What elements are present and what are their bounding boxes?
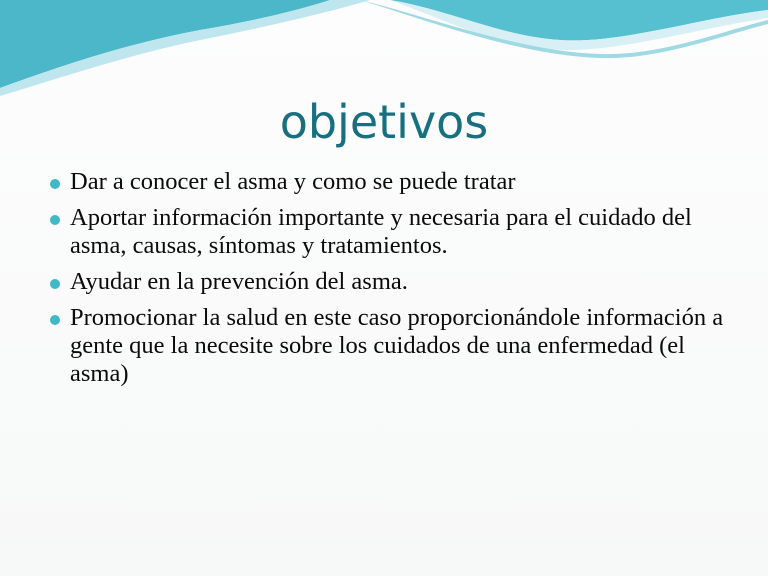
bullet-text: Promocionar la salud en este caso proporcionándole información a gente que la necesite sobre los cuidados de una enfermedad (el asma) [70, 304, 724, 387]
slide-title: objetivos [279, 95, 489, 149]
bullet-text: Aportar información importante y necesaria para el cuidado del asma, causas, síntomas y tratamientos. [70, 204, 692, 259]
circle-bullet-icon [50, 279, 60, 289]
bullet-list [46, 168, 736, 396]
header-wave-decoration [0, 0, 768, 100]
circle-bullet-icon [50, 215, 60, 225]
bullet-item [46, 168, 736, 196]
bullet-item [46, 268, 736, 296]
bullet-text: Ayudar en la prevención del asma. [70, 268, 408, 295]
circle-bullet-icon [50, 179, 60, 189]
bullet-item [46, 204, 736, 260]
bullet-item [46, 304, 736, 388]
bullet-text: Dar a conocer el asma y como se puede tratar [70, 168, 516, 195]
circle-bullet-icon [50, 315, 60, 325]
